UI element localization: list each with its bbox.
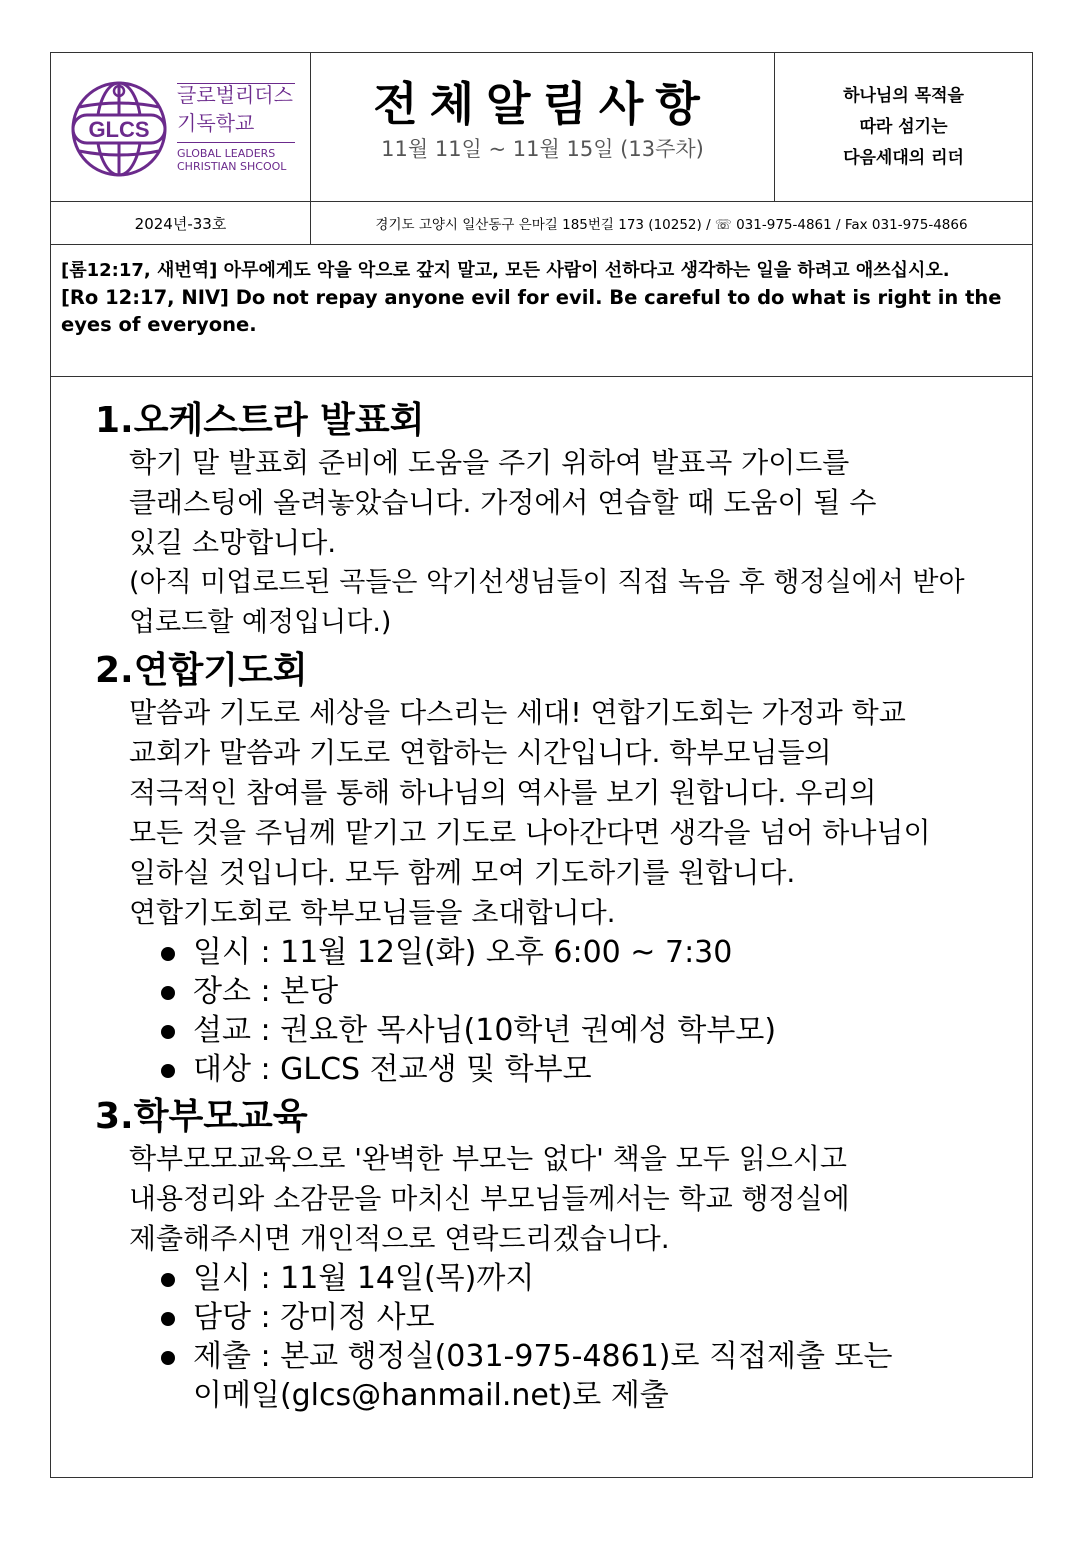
bullet-icon (161, 1064, 175, 1078)
verse-english: [Ro 12:17, NIV] Do not repay anyone evil for evil. Be careful to do what is right in the eyes of everyone. (61, 286, 1002, 336)
school-logo (51, 53, 310, 201)
logo-name-en-line2: CHRISTIAN SHCOOL (177, 160, 287, 173)
body-line: (아직 미업로드된 곡들은 악기선생님들이 직접 녹음 후 행정실에서 받아 (129, 567, 965, 598)
body-line: 학부모모교육으로 '완벽한 부모는 없다' 책을 모두 읽으시고 (129, 1142, 847, 1175)
divider (51, 376, 1032, 377)
logo-name-en-line1: GLOBAL LEADERS (177, 147, 276, 160)
logo-name-kr-line1: 글로벌리더스 (177, 83, 293, 107)
motto-line: 다음세대의 리더 (843, 147, 964, 168)
list-item (161, 972, 1025, 1011)
section-title: 2.연합기도회 (95, 650, 308, 691)
body-line: 말씀과 기도로 세상을 다스리는 세대! 연합기도회는 가정과 학교 (129, 696, 906, 729)
list-item (161, 933, 1025, 972)
list-item-text: 설교 : 권요한 목사님(10학년 권예성 학부모) (193, 1013, 777, 1048)
list-item-text: 대상 : GLCS 전교생 및 학부모 (193, 1052, 592, 1087)
body-line: 연합기도회로 학부모님들을 초대합니다. (129, 896, 616, 929)
school-address: 경기도 고양시 일산동구 은마길 185번길 173 (10252) / ☏ 031-975-4861 / Fax 031-975-4866 (375, 217, 968, 233)
body-line: 학기 말 발표회 준비에 도움을 주기 위하여 발표곡 가이드를 (129, 446, 850, 479)
bullet-icon (161, 1025, 175, 1039)
motto-line: 하나님의 목적을 (843, 85, 964, 106)
motto-block (775, 53, 1032, 201)
title-block (311, 53, 774, 201)
body-line: 내용정리와 소감문을 마치신 부모님들께서는 학교 행정실에 (129, 1182, 850, 1215)
body-line: 클래스팅에 올려놓았습니다. 가정에서 연습할 때 도움이 될 수 (129, 486, 877, 519)
list-item-text: 장소 : 본당 (193, 974, 339, 1009)
notice-content (95, 399, 1025, 1415)
list-item (161, 1259, 1025, 1298)
section-body (129, 1139, 1025, 1259)
motto (843, 81, 964, 174)
list-item-text: 일시 : 11월 14일(목)까지 (193, 1261, 535, 1296)
body-line: 일하실 것입니다. 모두 함께 모여 기도하기를 원합니다. (129, 856, 796, 889)
bullet-icon (161, 1273, 175, 1287)
divider (51, 244, 1032, 245)
body-line: 교회가 말씀과 기도로 연합하는 시간입니다. 학부모님들의 (129, 736, 832, 769)
globe-emblem-icon (67, 77, 171, 181)
body-line: 제출해주시면 개인적으로 연락드리겠습니다. (129, 1222, 670, 1255)
body-line: 모든 것을 주님께 맡기고 기도로 나아간다면 생각을 넘어 하나님이 (129, 816, 931, 849)
list-item (161, 1298, 1025, 1337)
detail-list (161, 1259, 1025, 1415)
section-prayer-meeting (95, 649, 1025, 1089)
section-body (129, 443, 1025, 643)
bullet-icon (161, 986, 175, 1000)
list-item-text: 담당 : 강미정 사모 (193, 1300, 435, 1335)
logo-emblem-text: GLCS (88, 117, 150, 142)
logo-name-english (177, 147, 286, 173)
logo-divider (177, 83, 295, 84)
section-title: 1.오케스트라 발표회 (95, 400, 425, 441)
week-date-range: 11월 11일 ~ 11월 15일 (13주차) (381, 137, 704, 161)
list-item (161, 1050, 1025, 1089)
section-title: 3.학부모교육 (95, 1096, 308, 1137)
list-item-text: 제출 : 본교 행정실(031-975-4861)로 직접제출 또는 (193, 1339, 893, 1374)
body-line: 업로드할 예정입니다.) (129, 607, 392, 638)
body-line: 있길 소망합니다. (129, 526, 337, 559)
motto-line: 따라 섬기는 (859, 116, 948, 137)
issue-number: 2024년-33호 (134, 214, 227, 233)
logo-name-kr-line2: 기독학교 (177, 111, 255, 135)
logo-divider (177, 142, 295, 143)
logo-name-korean (177, 81, 293, 137)
section-parent-education (95, 1095, 1025, 1415)
list-item-continuation: 이메일(glcs@hanmail.net)로 제출 (193, 1378, 669, 1413)
notice-frame (50, 52, 1033, 1478)
section-body (129, 693, 1025, 933)
list-item (161, 1337, 1025, 1415)
list-item (161, 1011, 1025, 1050)
detail-list (161, 933, 1025, 1089)
list-item-text: 일시 : 11월 12일(화) 오후 6:00 ~ 7:30 (193, 935, 733, 970)
bullet-icon (161, 947, 175, 961)
bullet-icon (161, 1312, 175, 1326)
bullet-icon (161, 1351, 175, 1365)
verse-korean: [롬12:17, 새번역] 아무에게도 악을 악으로 갚지 말고, 모든 사람이 선하다고 생각하는 일을 하려고 애쓰십시오. (61, 260, 950, 281)
body-line: 적극적인 참여를 통해 하나님의 역사를 보기 원합니다. 우리의 (129, 776, 877, 809)
section-orchestra (95, 399, 1025, 643)
bible-verse (61, 257, 1021, 338)
page-title: 전체알림사항 (373, 77, 712, 131)
